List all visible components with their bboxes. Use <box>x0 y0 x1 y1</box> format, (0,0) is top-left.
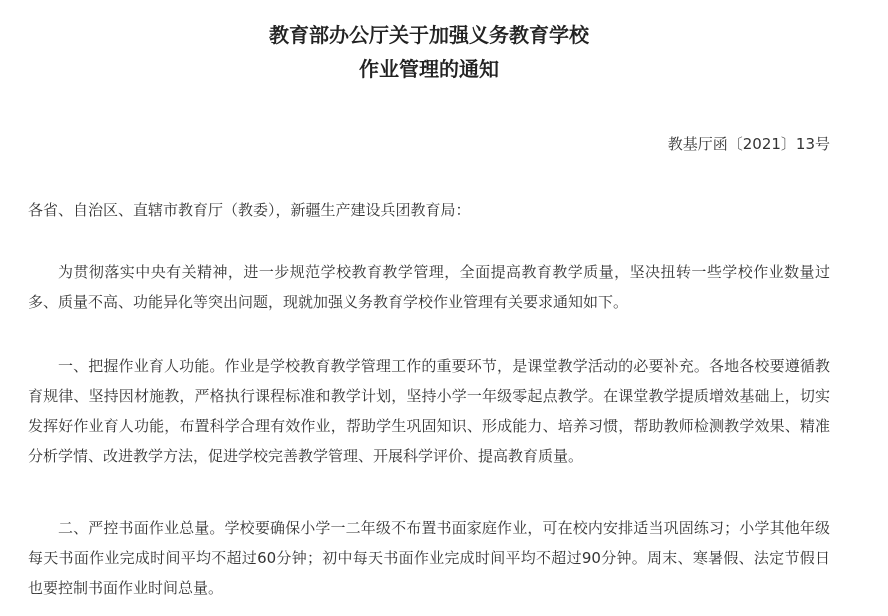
document-title-line-1: 教育部办公厅关于加强义务教育学校 <box>269 23 589 47</box>
paragraph-section-2: 二、严控书面作业总量。学校要确保小学一二年级不布置书面家庭作业，可在校内安排适当巩固练习；小学其他年级每天书面作业完成时间平均不超过60分钟；初中每天书面作业完成时间平均不超过90分钟。周末、寒暑假、法定节假日也要控制书面作业时间总量。 <box>28 519 830 597</box>
paragraph-intro: 为贯彻落实中央有关精神，进一步规范学校教育教学管理，全面提高教育教学质量，坚决扭转一些学校作业数量过多、质量不高、功能异化等突出问题，现就加强义务教育学校作业管理有关要求通知如下。 <box>28 263 830 311</box>
document-title-line-2: 作业管理的通知 <box>359 57 499 81</box>
paragraph-section-1: 一、把握作业育人功能。作业是学校教育教学管理工作的重要环节，是课堂教学活动的必要补充。各地各校要遵循教育规律、坚持因材施教，严格执行课程标准和教学计划，坚持小学一年级零起点教学。在课堂教学提质增效基础上，切实发挥好作业育人功能，布置科学合理有效作业，帮助学生巩固知识、形成能力、培养习惯，帮助教师检测教学效果、精准分析学情、改进教学方法，促进学校完善教学管理、开展科学评价、提高教育质量。 <box>28 357 830 465</box>
salutation: 各省、自治区、直辖市教育厅（教委），新疆生产建设兵团教育局： <box>28 201 471 219</box>
document-number: 教基厅函〔2021〕13号 <box>667 135 830 153</box>
